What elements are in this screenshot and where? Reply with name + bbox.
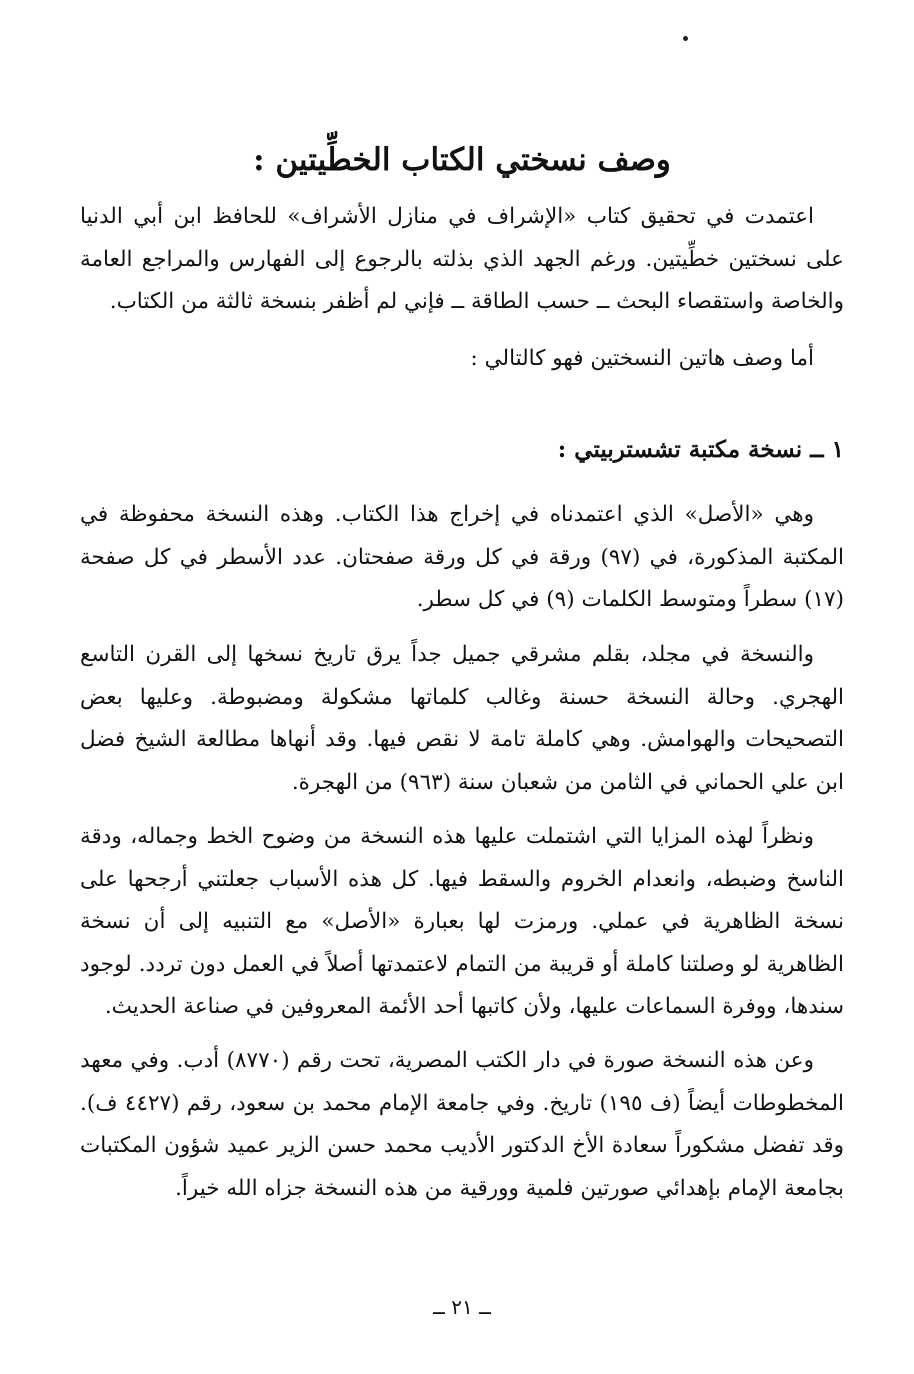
intro-transition-paragraph: أما وصف هاتين النسختين فهو كالتالي : [470,346,814,371]
intro-paragraph: اعتمدت في تحقيق كتاب «الإشراف في منازل الأشراف» للحافظ ابن أبي الدنيا على نسختين خطِّيتين. ورغم الجهد الذي بذلته بالرجوع إلى الفهارس والمراجع العامة والخاصة واستقصاء البحث ــ حسب الطاقة ــ فإني لم أظفر بنسخة ثالثة من الكتاب. [80,204,844,314]
body-paragraph-1: وهي «الأصل» الذي اعتمدناه في إخراج هذا الكتاب. وهذه النسخة محفوظة في المكتبة المذكورة، في (٩٧) ورقة في كل ورقة صفحتان. عدد الأسطر في كل صفحة (١٧) سطراً ومتوسط الكلمات (٩) في كل سطر. [80,502,844,612]
body-paragraph-3: ونظراً لهذه المزايا التي اشتملت عليها هذه النسخة من وضوح الخط وجماله، ودقة الناسخ وضبطه، وانعدام الخروم والسقط فيها. كل هذه الأسباب جعلتني أرجحها على نسخة الظاهرية في عملي. ورمزت لها بعبارة «الأصل» مع التنبيه إلى أن نسخة الظاهرية لو وصلتنا كاملة أو قريبة من التمام لاعتمدتها أصلاً في العمل دون تردد. لوجود سندها، ووفرة السماعات عليها، ولأن كاتبها أحد الأئمة المعروفين في صناعة الحديث. [80,824,844,1019]
page-title: وصف نسختي الكتاب الخطِّيتين : [253,142,671,178]
section-heading: ١ ــ نسخة مكتبة تشستربيتي : [557,436,844,463]
body-paragraph-2: والنسخة في مجلد، بقلم مشرقي جميل جداً يرق تاريخ نسخها إلى القرن التاسع الهجري. وحالة النسخة حسنة وغالب كلماتها مشكولة ومضبوطة. وعليها بعض التصحيحات والهوامش. وهي كاملة تامة لا نقص فيها. وقد أنهاها مطالعة الشيخ فضل ابن علي الحماني في الثامن من شعبان سنة (٩٦٣) من الهجرة. [80,642,844,795]
document-page [80,0,844,1374]
page-number: ــ ٢١ ــ [433,1295,491,1319]
body-paragraph-4: وعن هذه النسخة صورة في دار الكتب المصرية، تحت رقم (٨٧٧٠) أدب. وفي معهد المخطوطات أيضاً (ف ١٩٥) تاريخ. وفي جامعة الإمام محمد بن سعود، رقم (٤٤٢٧ ف). وقد تفضل مشكوراً سعادة الأخ الدكتور الأديب محمد حسن الزير عميد شؤون المكتبات بجامعة الإمام بإهدائي صورتين فلمية وورقية من هذه النسخة جزاه الله خيراً. [80,1048,844,1201]
ink-dot-mark [683,36,688,41]
